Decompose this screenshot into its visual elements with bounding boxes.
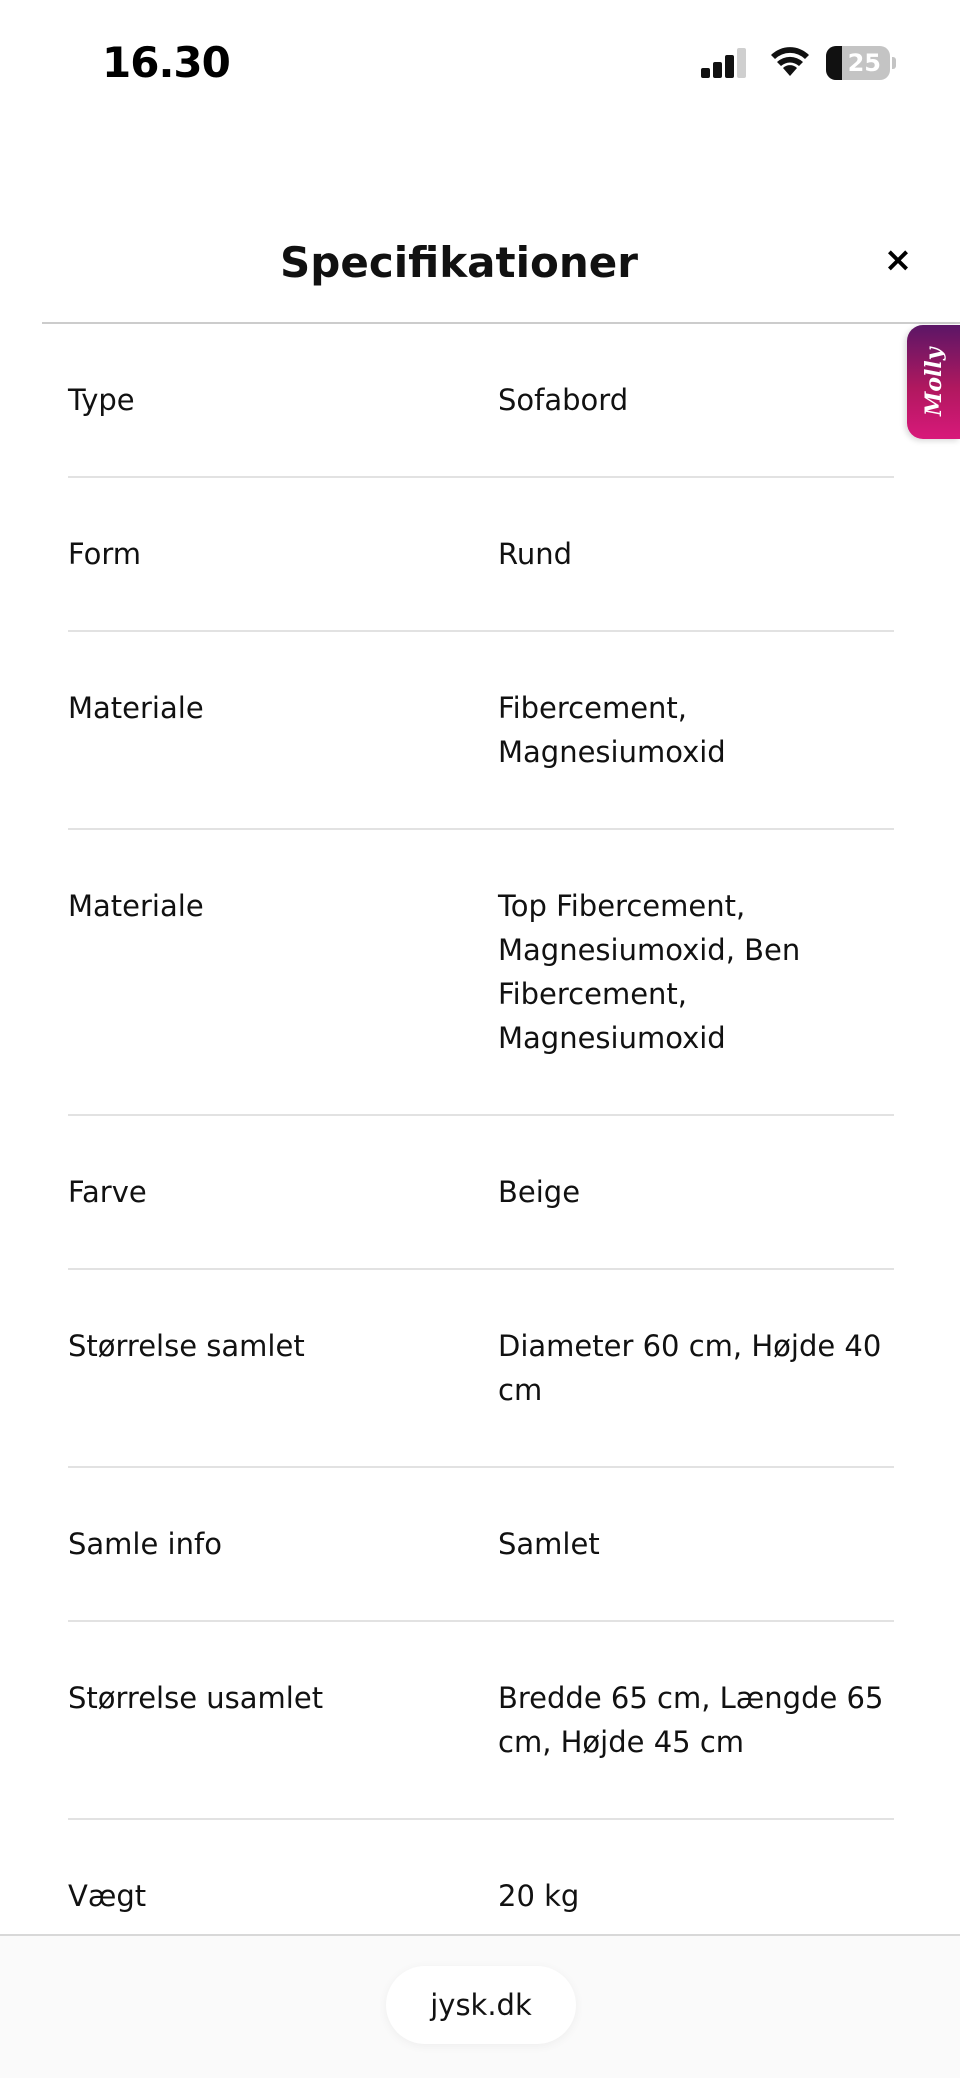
spec-label: Materiale	[68, 691, 204, 725]
spec-label: Farve	[68, 1175, 147, 1209]
spec-label: Størrelse samlet	[68, 1329, 305, 1363]
spec-value: Samlet	[498, 1527, 600, 1561]
spec-row	[68, 324, 894, 478]
spec-label: Samle info	[68, 1527, 222, 1561]
browser-bottom-bar	[0, 1934, 960, 2078]
battery-body	[826, 46, 890, 80]
url-bar[interactable]: jysk.dk	[386, 1966, 576, 2044]
cellular-signal-icon	[700, 46, 750, 80]
spec-list	[68, 324, 894, 1972]
spec-value: Fibercement, Magnesiumoxid	[498, 691, 726, 769]
spec-label: Materiale	[68, 889, 204, 923]
modal-header	[0, 120, 960, 324]
spec-value: Diameter 60 cm, Højde 40 cm	[498, 1329, 882, 1407]
spec-row	[68, 478, 894, 632]
spec-value: 20 kg	[498, 1879, 580, 1913]
spec-value: Top Fibercement, Magnesiumoxid, Ben Fibercement, Magnesiumoxid	[498, 889, 801, 1055]
battery-icon	[826, 46, 896, 80]
spec-row	[68, 1468, 894, 1622]
spec-row	[68, 1622, 894, 1820]
molly-label: Molly	[921, 347, 947, 417]
specifications-modal	[0, 120, 960, 1936]
spec-label: Form	[68, 537, 142, 571]
status-time: 16.30	[102, 38, 230, 87]
spec-label: Type	[68, 383, 135, 417]
modal-title: Specifikationer	[280, 238, 638, 287]
spec-label: Vægt	[68, 1879, 147, 1913]
spec-row	[68, 1116, 894, 1270]
spec-row	[68, 632, 894, 830]
close-button[interactable]	[872, 234, 924, 286]
wifi-icon	[768, 44, 812, 78]
spec-row	[68, 1270, 894, 1468]
spec-value: Beige	[498, 1175, 581, 1209]
battery-tip	[892, 57, 896, 69]
molly-chat-tab[interactable]	[907, 325, 960, 439]
status-bar	[0, 0, 960, 120]
spec-row	[68, 830, 894, 1116]
spec-label: Størrelse usamlet	[68, 1681, 324, 1715]
spec-value: Sofabord	[498, 383, 629, 417]
spec-value: Bredde 65 cm, Længde 65 cm, Højde 45 cm	[498, 1681, 884, 1759]
close-icon: ×	[883, 240, 913, 280]
spec-value: Rund	[498, 537, 573, 571]
battery-level: 25	[847, 49, 881, 77]
